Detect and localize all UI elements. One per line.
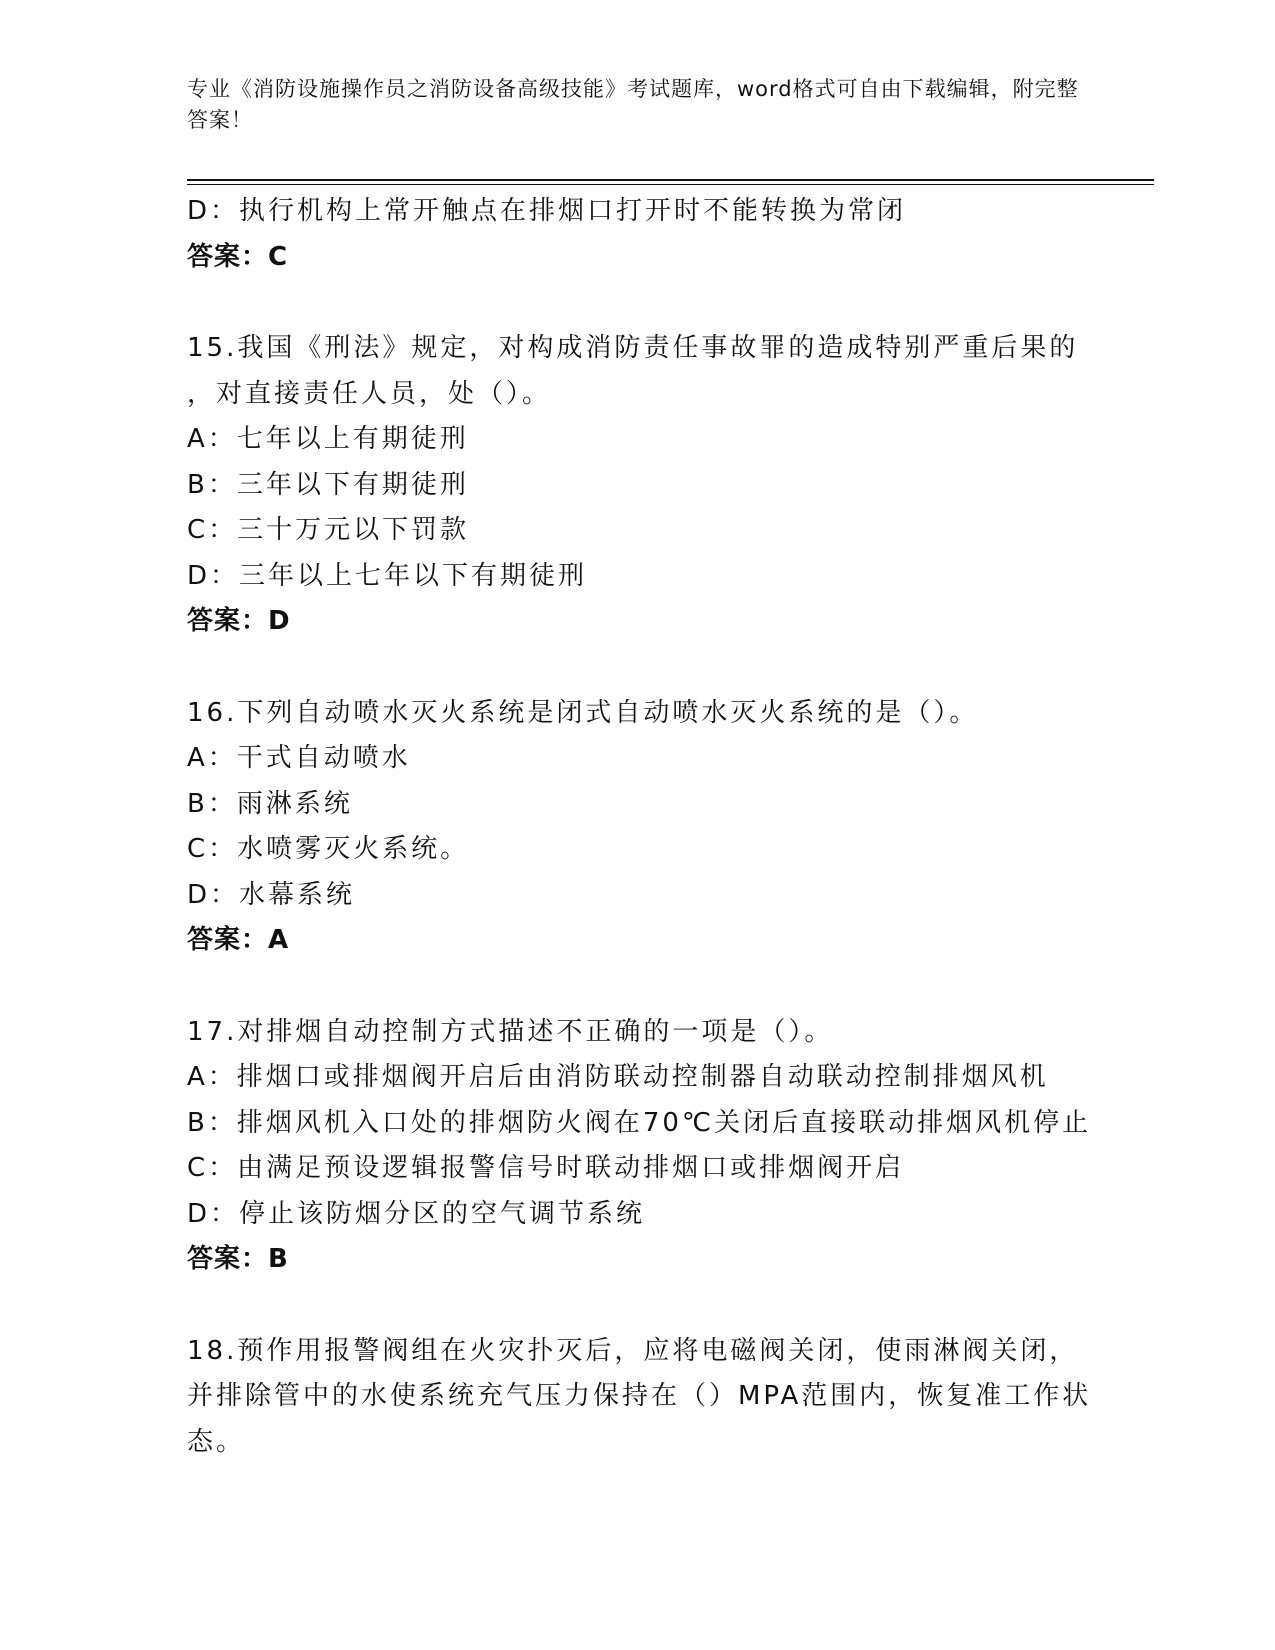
question-17-option-a: A：排烟口或排烟阀开启后由消防联动控制器自动联动控制排烟风机 bbox=[187, 1062, 1049, 1092]
question-15-option-a: A：七年以上有期徒刑 bbox=[187, 424, 469, 454]
spacer bbox=[187, 645, 1127, 691]
question-17-option-b: B：排烟风机入口处的排烟防火阀在70℃关闭后直接联动排烟风机停止 bbox=[187, 1107, 1092, 1138]
question-15-option-c: C：三十万元以下罚款 bbox=[187, 515, 470, 545]
spacer bbox=[187, 964, 1127, 1010]
header-divider-thick bbox=[187, 179, 1154, 181]
question-15-answer: 答案：D bbox=[187, 606, 291, 636]
question-16-option-c: C：水喷雾灭火系统。 bbox=[187, 834, 470, 864]
question-16-stem: 16.下列自动喷水灭火系统是闭式自动喷水灭火系统的是（）。 bbox=[187, 697, 979, 728]
spacer bbox=[187, 1283, 1127, 1329]
question-15 bbox=[187, 326, 1127, 645]
question-17-option-c: C：由满足预设逻辑报警信号时联动排烟口或排烟阀开启 bbox=[187, 1153, 905, 1183]
question-15-option-b: B：三年以下有期徒刑 bbox=[187, 469, 469, 500]
question-14-answer: 答案：C bbox=[187, 241, 289, 272]
question-17-option-d: D：停止该防烟分区的空气调节系统 bbox=[187, 1198, 646, 1229]
question-18-stem-line-3: 态。 bbox=[187, 1426, 246, 1457]
question-16-answer: 答案：A bbox=[187, 925, 290, 955]
header-divider-thin bbox=[187, 184, 1154, 185]
question-17 bbox=[187, 1010, 1127, 1283]
question-17-answer: 答案：B bbox=[187, 1244, 289, 1274]
spacer bbox=[187, 280, 1127, 326]
question-15-stem-line-1: 15.我国《刑法》规定，对构成消防责任事故罪的造成特别严重后果的 bbox=[187, 333, 1079, 363]
question-15-stem-line-2: ，对直接责任人员，处（）。 bbox=[187, 378, 552, 409]
question-16-option-b: B：雨淋系统 bbox=[187, 788, 353, 819]
question-18 bbox=[187, 1329, 1127, 1466]
page-header: 专业《消防设施操作员之消防设备高级技能》考试题库，word格式可自由下载编辑，附完整答案！ bbox=[187, 77, 1079, 132]
question-16-option-a: A：干式自动喷水 bbox=[187, 743, 411, 773]
question-18-stem-line-1: 18.预作用报警阀组在火灾扑灭后，应将电磁阀关闭，使雨淋阀关闭， bbox=[187, 1335, 1079, 1366]
question-15-option-d: D：三年以上七年以下有期徒刑 bbox=[187, 560, 588, 591]
question-17-stem: 17.对排烟自动控制方式描述不正确的一项是（）。 bbox=[187, 1016, 834, 1047]
question-16-option-d: D：水幕系统 bbox=[187, 879, 356, 910]
question-18-stem-line-2: 并排除管中的水使系统充气压力保持在（）MPA范围内，恢复准工作状 bbox=[187, 1381, 1092, 1411]
question-16 bbox=[187, 691, 1127, 964]
question-14-option-d: D：执行机构上常开触点在排烟口打开时不能转换为常闭 bbox=[187, 196, 907, 226]
question-content bbox=[187, 189, 1127, 1465]
